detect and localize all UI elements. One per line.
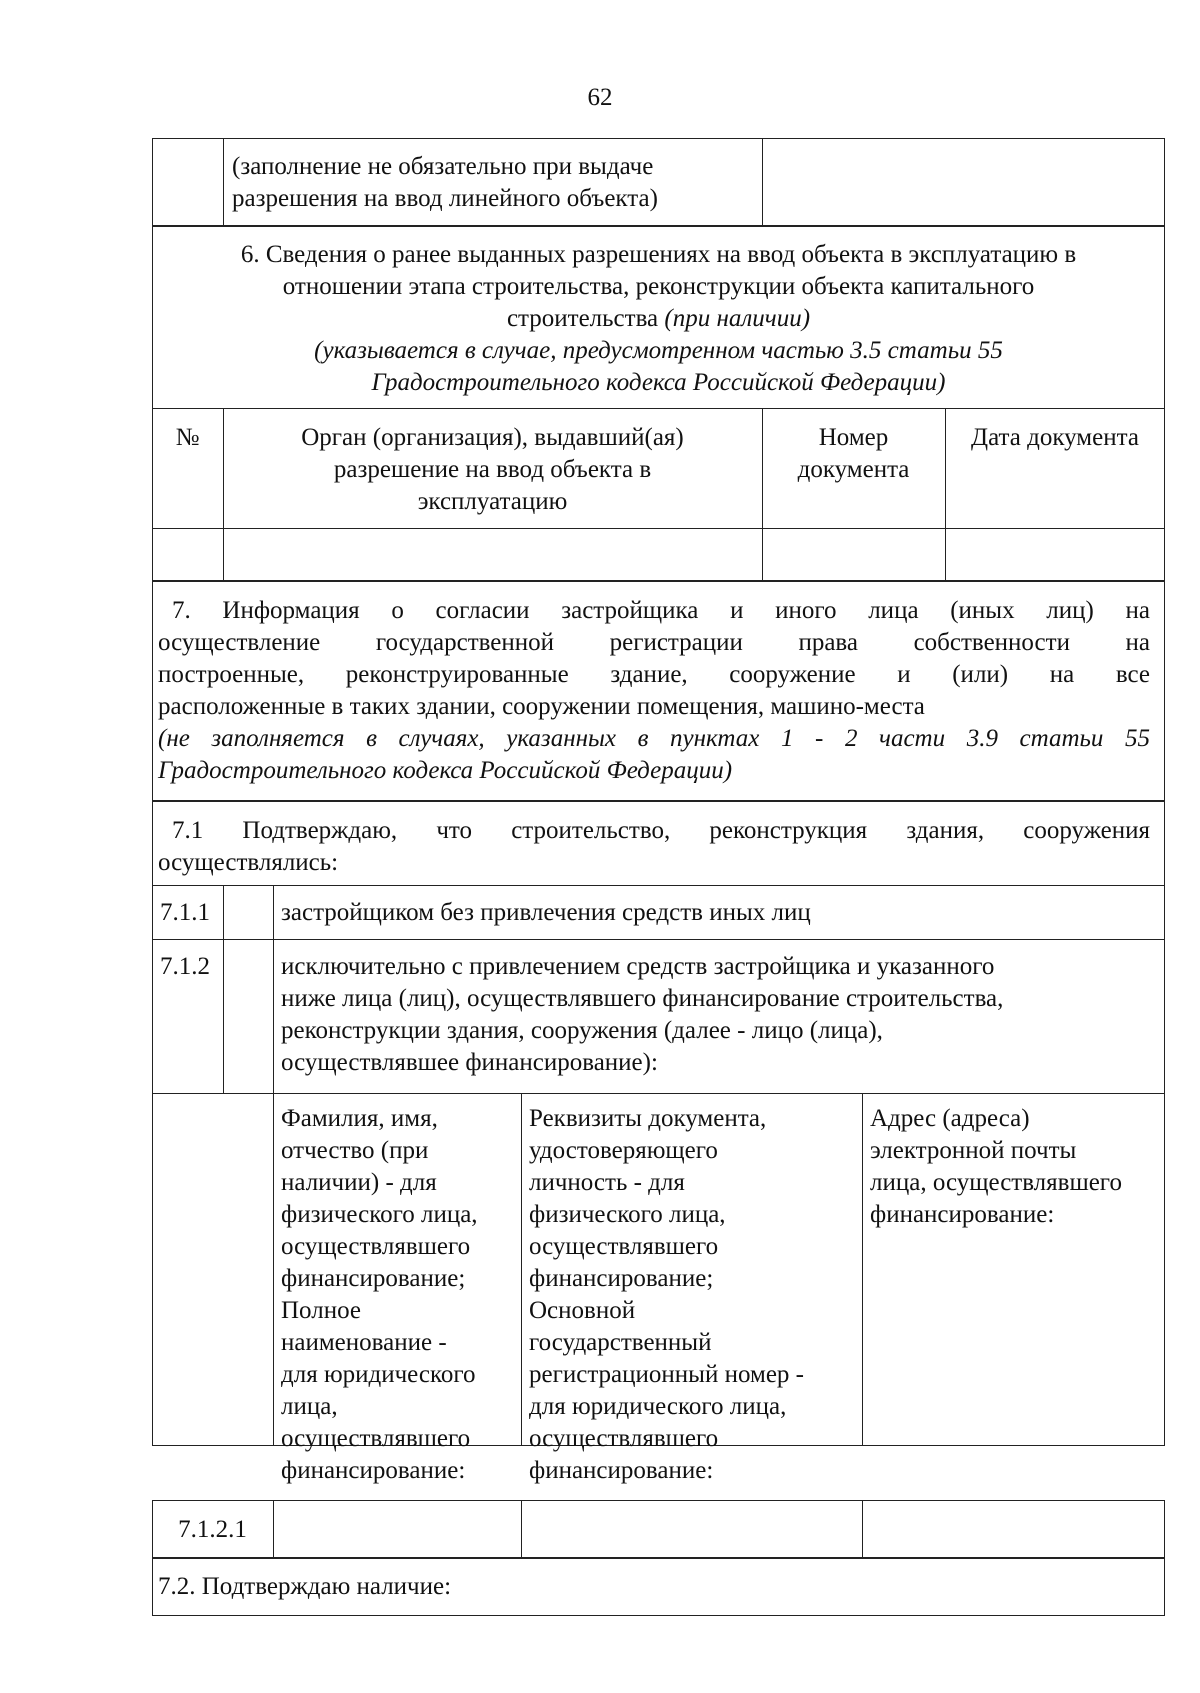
col-doc-line1: Реквизиты документа,	[529, 1105, 767, 1132]
col-header-date: Дата документа	[971, 424, 1139, 451]
col-name-line1: Фамилия, имя,	[281, 1105, 438, 1132]
col-doc-line10: для юридического лица,	[529, 1393, 787, 1420]
section7-title-line2: осуществление государственной регистрации права собственности на	[158, 629, 1150, 656]
col-name-line4: физического лица,	[281, 1201, 478, 1228]
divider	[862, 1093, 863, 1446]
divider	[521, 1500, 522, 1558]
col-name-line6: финансирование;	[281, 1265, 466, 1292]
col-doc-line4: физического лица,	[529, 1201, 726, 1228]
section6-title-line1: 6. Сведения о ранее выданных разрешениях на ввод объекта в эксплуатацию в	[240, 241, 1077, 268]
col-doc-line3: личность - для	[529, 1169, 685, 1196]
col-name-line2: отчество (при	[281, 1137, 429, 1164]
section7-title-line3: построенные, реконструированные здание, сооружение и (или) на все	[158, 661, 1150, 688]
divider	[223, 138, 224, 226]
divider	[521, 1093, 522, 1446]
col-header-number-sign: №	[175, 424, 200, 451]
section7-title-line4: расположенные в таких здании, сооружении помещения, машино-места	[158, 693, 925, 720]
divider	[762, 138, 763, 226]
col-email-line4: финансирование:	[870, 1201, 1055, 1228]
item-7121-row	[152, 1500, 1165, 1558]
col-header-docnum-line1: Номер	[818, 424, 889, 451]
col-name-line12: финансирование:	[281, 1457, 466, 1484]
col-doc-line5: осуществлявшего	[529, 1233, 719, 1260]
divider	[152, 528, 1165, 529]
col-name-line11: осуществлявшего	[281, 1425, 471, 1452]
col-header-org-line2: разрешение на ввод объекта в	[333, 456, 652, 483]
col-header-org-line3: эксплуатацию	[417, 488, 568, 515]
item-712-line1: исключительно с привлечением средств застройщика и указанного	[281, 953, 995, 980]
col-header-docnum-line2: документа	[797, 456, 910, 483]
divider	[152, 939, 1165, 940]
col-doc-line12: финансирование:	[529, 1457, 714, 1484]
item-712-line2: ниже лица (лиц), осуществлявшего финансирование строительства,	[281, 985, 1004, 1012]
divider	[273, 1500, 274, 1558]
col-name-line3: наличии) - для	[281, 1169, 437, 1196]
item-711-text: застройщиком без привлечения средств иных лиц	[281, 899, 811, 926]
section7-note-line2: Градостроительного кодекса Российской Федерации)	[158, 757, 733, 784]
col-name-line9: для юридического	[281, 1361, 476, 1388]
divider	[223, 885, 224, 1093]
col-email-line1: Адрес (адреса)	[870, 1105, 1030, 1132]
divider	[152, 885, 1165, 886]
section72-title: 7.2. Подтверждаю наличие:	[158, 1573, 452, 1600]
section71-title-line1: 7.1 Подтверждаю, что строительство, реконструкция здания, сооружения	[172, 817, 1150, 844]
section6-title-line3	[152, 303, 1165, 335]
divider	[273, 1093, 274, 1446]
col-name-line8: наименование -	[281, 1329, 447, 1356]
section6-title-italic: (при наличии)	[664, 305, 811, 332]
item-7121-number: 7.1.2.1	[178, 1516, 247, 1543]
col-email-line3: лица, осуществлявшего	[870, 1169, 1122, 1196]
section6-title-plain: строительства	[506, 305, 665, 332]
col-name-line10: лица,	[281, 1393, 338, 1420]
col-doc-line7: Основной	[529, 1297, 636, 1324]
top-row-note-line1: (заполнение не обязательно при выдаче	[232, 153, 654, 180]
col-doc-line9: регистрационный номер -	[529, 1361, 804, 1388]
col-doc-line8: государственный	[529, 1329, 712, 1356]
divider	[273, 885, 274, 1093]
section71-title-line2: осуществлялись:	[158, 849, 339, 876]
section7-note-line1: (не заполняется в случаях, указанных в пунктах 1 - 2 части 3.9 статьи 55	[158, 725, 1150, 752]
divider	[152, 408, 1165, 409]
section6-note-line1: (указывается в случае, предусмотренном частью 3.5 статьи 55	[314, 337, 1003, 364]
section6-note-line2: Градостроительного кодекса Российской Федерации)	[371, 369, 946, 396]
col-header-org-line1: Орган (организация), выдавший(ая)	[301, 424, 684, 451]
item-711-number: 7.1.1	[160, 899, 210, 926]
col-name-line5: осуществлявшего	[281, 1233, 471, 1260]
top-row-note-line2: разрешения на ввод линейного объекта)	[232, 185, 658, 212]
col-name-line7: Полное	[281, 1297, 361, 1324]
col-email-line2: электронной почты	[870, 1137, 1077, 1164]
section6-title-line2: отношении этапа строительства, реконструкции объекта капитального	[282, 273, 1035, 300]
divider	[152, 1093, 1165, 1094]
item-712-number: 7.1.2	[160, 953, 210, 980]
item-712-line4: осуществлявшее финансирование):	[281, 1049, 658, 1076]
col-doc-line6: финансирование;	[529, 1265, 714, 1292]
divider	[862, 1500, 863, 1558]
item-712-line3: реконструкции здания, сооружения (далее - лицо (лица),	[281, 1017, 883, 1044]
page-number: 62	[587, 84, 613, 111]
col-doc-line11: осуществлявшего	[529, 1425, 719, 1452]
section7-title-line1: 7. Информация о согласии застройщика и иного лица (иных лиц) на	[172, 597, 1150, 624]
col-doc-line2: удостоверяющего	[529, 1137, 718, 1164]
